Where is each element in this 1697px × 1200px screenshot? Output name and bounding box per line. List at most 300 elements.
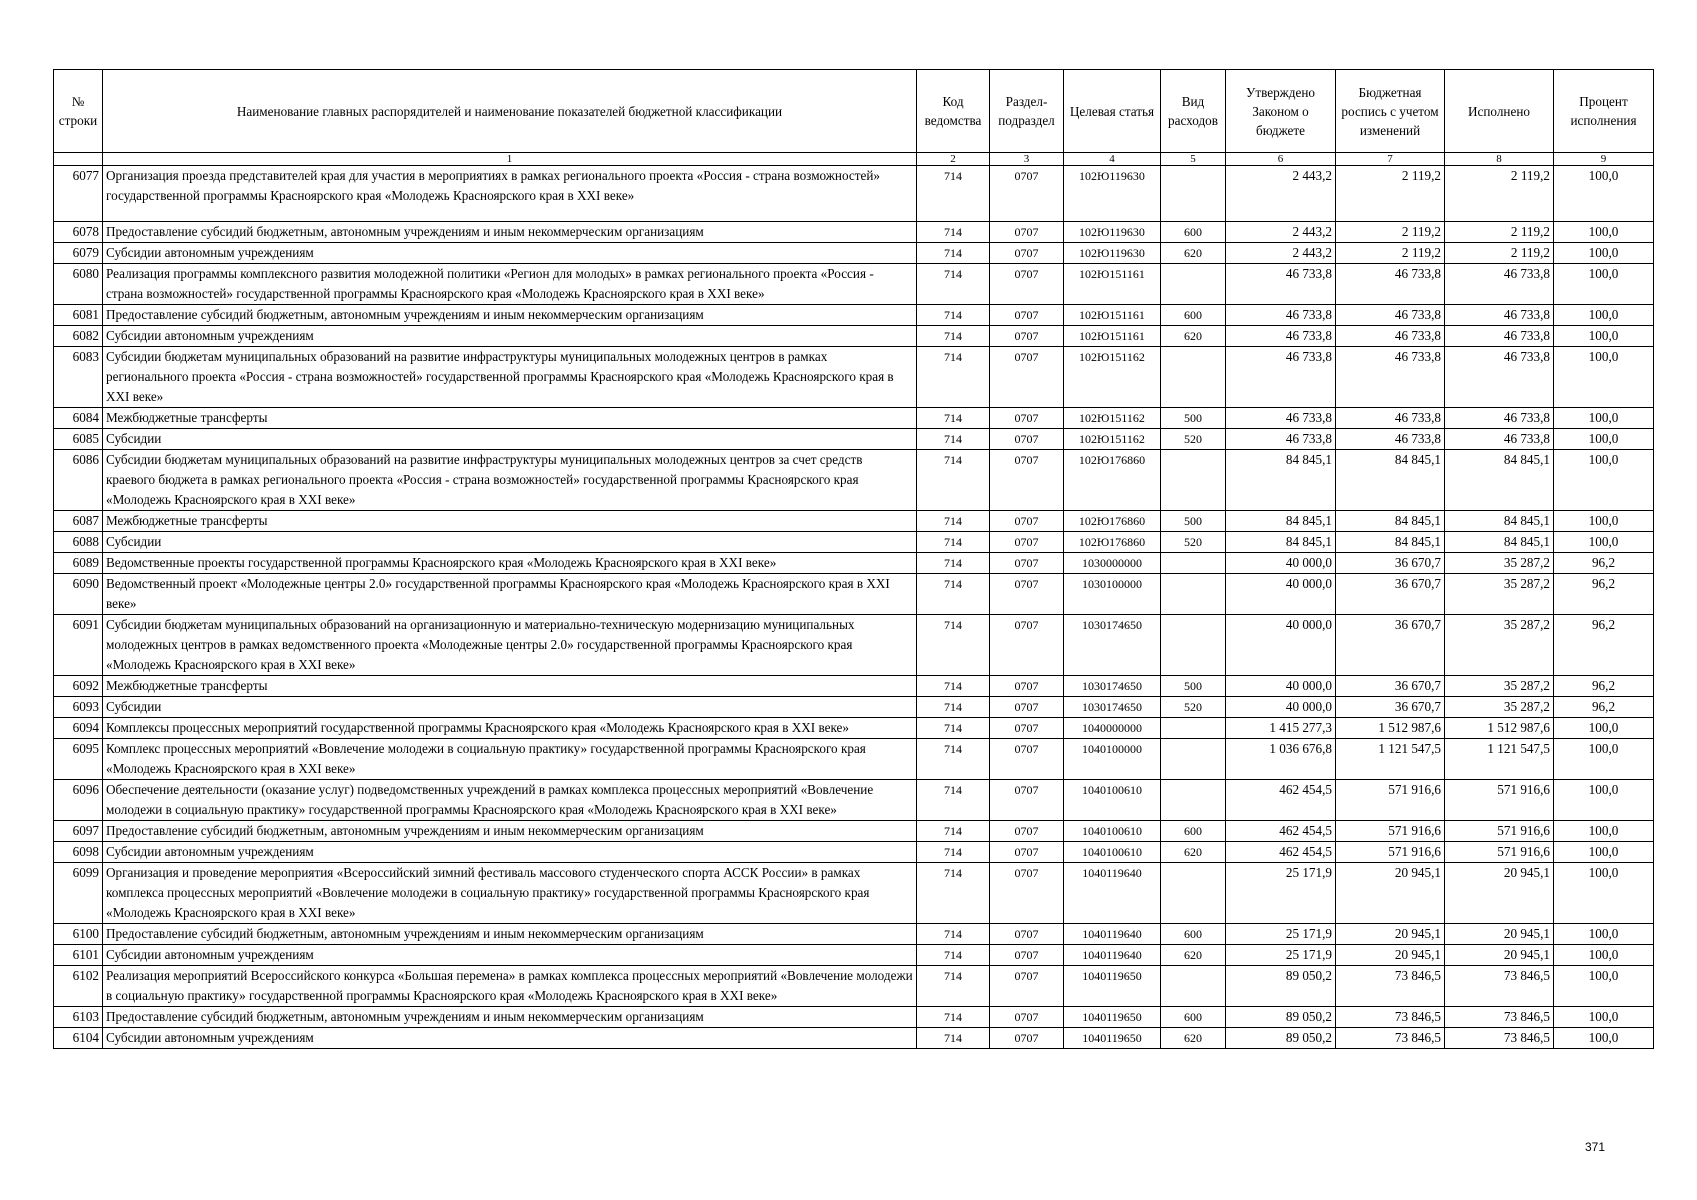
row-name: Реализация мероприятий Всероссийского конкурса «Большая перемена» в рамках комплекса процессных мероприятий «Вовлечение молодежи в социальную практику» государственной программы Красноярского края «Молодежь Красноярского края в XXI веке» <box>103 966 917 1007</box>
dept-code: 714 <box>917 166 990 222</box>
column-number: 9 <box>1554 153 1654 166</box>
approved-amount: 46 733,8 <box>1226 326 1336 347</box>
budget-list-amount: 2 119,2 <box>1336 222 1445 243</box>
section-code: 0707 <box>990 924 1064 945</box>
row-number: 6099 <box>54 863 103 924</box>
section-code: 0707 <box>990 821 1064 842</box>
target-code: 102Ю176860 <box>1064 511 1161 532</box>
table-row <box>54 924 1654 945</box>
header-budget-list: Бюджетная роспись с учетом изменений <box>1336 70 1445 153</box>
approved-amount: 2 443,2 <box>1226 243 1336 264</box>
budget-list-amount: 571 916,6 <box>1336 842 1445 863</box>
budget-list-amount: 46 733,8 <box>1336 264 1445 305</box>
budget-list-amount: 46 733,8 <box>1336 408 1445 429</box>
budget-list-amount: 73 846,5 <box>1336 966 1445 1007</box>
column-number: 7 <box>1336 153 1445 166</box>
execution-percent: 100,0 <box>1554 166 1654 222</box>
budget-list-amount: 84 845,1 <box>1336 450 1445 511</box>
header-expense-type: Вид расходов <box>1161 70 1226 153</box>
row-name: Обеспечение деятельности (оказание услуг) подведомственных учреждений в рамках комплекса процессных мероприятий «Вовлечение молодежи в социальную практику» государственной программы Красноярского края «Молодежь Красноярского края в XXI веке» <box>103 780 917 821</box>
expense-type: 500 <box>1161 676 1226 697</box>
expense-type <box>1161 347 1226 408</box>
table-row <box>54 166 1654 222</box>
row-number: 6085 <box>54 429 103 450</box>
target-code: 1040119650 <box>1064 1007 1161 1028</box>
approved-amount: 1 036 676,8 <box>1226 739 1336 780</box>
column-number: 2 <box>917 153 990 166</box>
execution-percent: 96,2 <box>1554 676 1654 697</box>
executed-amount: 2 119,2 <box>1445 166 1554 222</box>
dept-code: 714 <box>917 429 990 450</box>
expense-type: 600 <box>1161 821 1226 842</box>
expense-type: 500 <box>1161 511 1226 532</box>
column-number-row <box>54 153 1654 166</box>
row-name: Межбюджетные трансферты <box>103 676 917 697</box>
execution-percent: 100,0 <box>1554 718 1654 739</box>
expense-type: 600 <box>1161 1007 1226 1028</box>
dept-code: 714 <box>917 1028 990 1049</box>
section-code: 0707 <box>990 780 1064 821</box>
target-code: 102Ю151162 <box>1064 429 1161 450</box>
table-row <box>54 739 1654 780</box>
executed-amount: 1 121 547,5 <box>1445 739 1554 780</box>
column-number <box>54 153 103 166</box>
approved-amount: 25 171,9 <box>1226 863 1336 924</box>
budget-list-amount: 2 119,2 <box>1336 243 1445 264</box>
approved-amount: 89 050,2 <box>1226 1028 1336 1049</box>
row-number: 6087 <box>54 511 103 532</box>
target-code: 1030174650 <box>1064 697 1161 718</box>
dept-code: 714 <box>917 966 990 1007</box>
budget-list-amount: 571 916,6 <box>1336 780 1445 821</box>
approved-amount: 46 733,8 <box>1226 264 1336 305</box>
section-code: 0707 <box>990 676 1064 697</box>
section-code: 0707 <box>990 347 1064 408</box>
budget-list-amount: 571 916,6 <box>1336 821 1445 842</box>
execution-percent: 96,2 <box>1554 615 1654 676</box>
row-number: 6078 <box>54 222 103 243</box>
header-section: Раздел-подраздел <box>990 70 1064 153</box>
header-target: Целевая статья <box>1064 70 1161 153</box>
page-number: 371 <box>1584 1140 1606 1154</box>
column-number: 4 <box>1064 153 1161 166</box>
section-code: 0707 <box>990 1028 1064 1049</box>
table-row <box>54 1007 1654 1028</box>
executed-amount: 84 845,1 <box>1445 450 1554 511</box>
approved-amount: 84 845,1 <box>1226 511 1336 532</box>
approved-amount: 25 171,9 <box>1226 924 1336 945</box>
expense-type: 520 <box>1161 697 1226 718</box>
target-code: 1030174650 <box>1064 676 1161 697</box>
table-row <box>54 1028 1654 1049</box>
row-number: 6103 <box>54 1007 103 1028</box>
approved-amount: 2 443,2 <box>1226 222 1336 243</box>
row-number: 6086 <box>54 450 103 511</box>
budget-list-amount: 84 845,1 <box>1336 532 1445 553</box>
expense-type: 520 <box>1161 532 1226 553</box>
budget-list-amount: 1 512 987,6 <box>1336 718 1445 739</box>
table-row <box>54 553 1654 574</box>
expense-type <box>1161 966 1226 1007</box>
table-row <box>54 615 1654 676</box>
row-name: Субсидии автономным учреждениям <box>103 243 917 264</box>
header-row-number: № строки <box>54 70 103 153</box>
approved-amount: 462 454,5 <box>1226 780 1336 821</box>
target-code: 102Ю119630 <box>1064 166 1161 222</box>
table-row <box>54 326 1654 347</box>
column-number: 8 <box>1445 153 1554 166</box>
budget-list-amount: 36 670,7 <box>1336 574 1445 615</box>
budget-list-amount: 73 846,5 <box>1336 1028 1445 1049</box>
table-row <box>54 450 1654 511</box>
row-name: Комплексы процессных мероприятий государственной программы Красноярского края «Молодежь Красноярского края в XXI веке» <box>103 718 917 739</box>
budget-list-amount: 36 670,7 <box>1336 676 1445 697</box>
section-code: 0707 <box>990 966 1064 1007</box>
target-code: 102Ю151161 <box>1064 305 1161 326</box>
execution-percent: 100,0 <box>1554 780 1654 821</box>
target-code: 102Ю176860 <box>1064 532 1161 553</box>
row-number: 6097 <box>54 821 103 842</box>
target-code: 102Ю151162 <box>1064 347 1161 408</box>
budget-list-amount: 36 670,7 <box>1336 553 1445 574</box>
target-code: 102Ю151161 <box>1064 264 1161 305</box>
section-code: 0707 <box>990 945 1064 966</box>
approved-amount: 40 000,0 <box>1226 615 1336 676</box>
table-row <box>54 676 1654 697</box>
execution-percent: 100,0 <box>1554 863 1654 924</box>
dept-code: 714 <box>917 863 990 924</box>
approved-amount: 40 000,0 <box>1226 676 1336 697</box>
approved-amount: 40 000,0 <box>1226 697 1336 718</box>
expense-type: 600 <box>1161 222 1226 243</box>
approved-amount: 89 050,2 <box>1226 1007 1336 1028</box>
row-number: 6077 <box>54 166 103 222</box>
target-code: 1040100610 <box>1064 842 1161 863</box>
target-code: 102Ю176860 <box>1064 450 1161 511</box>
execution-percent: 100,0 <box>1554 326 1654 347</box>
table-row <box>54 222 1654 243</box>
expense-type <box>1161 264 1226 305</box>
row-name: Предоставление субсидий бюджетным, автономным учреждениям и иным некоммерческим организациям <box>103 821 917 842</box>
table-row <box>54 842 1654 863</box>
expense-type: 620 <box>1161 842 1226 863</box>
budget-list-amount: 73 846,5 <box>1336 1007 1445 1028</box>
target-code: 1040119650 <box>1064 1028 1161 1049</box>
dept-code: 714 <box>917 532 990 553</box>
row-name: Субсидии автономным учреждениям <box>103 326 917 347</box>
target-code: 1040100000 <box>1064 739 1161 780</box>
dept-code: 714 <box>917 780 990 821</box>
executed-amount: 20 945,1 <box>1445 863 1554 924</box>
approved-amount: 89 050,2 <box>1226 966 1336 1007</box>
dept-code: 714 <box>917 945 990 966</box>
row-number: 6096 <box>54 780 103 821</box>
section-code: 0707 <box>990 264 1064 305</box>
executed-amount: 46 733,8 <box>1445 429 1554 450</box>
expense-type <box>1161 574 1226 615</box>
target-code: 1040119640 <box>1064 945 1161 966</box>
execution-percent: 100,0 <box>1554 739 1654 780</box>
execution-percent: 100,0 <box>1554 966 1654 1007</box>
execution-percent: 100,0 <box>1554 264 1654 305</box>
header-row <box>54 70 1654 153</box>
dept-code: 714 <box>917 676 990 697</box>
budget-table <box>53 69 1654 1049</box>
executed-amount: 84 845,1 <box>1445 532 1554 553</box>
target-code: 102Ю151161 <box>1064 326 1161 347</box>
header-executed: Исполнено <box>1445 70 1554 153</box>
dept-code: 714 <box>917 842 990 863</box>
executed-amount: 2 119,2 <box>1445 222 1554 243</box>
execution-percent: 100,0 <box>1554 842 1654 863</box>
approved-amount: 40 000,0 <box>1226 574 1336 615</box>
budget-list-amount: 84 845,1 <box>1336 511 1445 532</box>
budget-list-amount: 20 945,1 <box>1336 924 1445 945</box>
expense-type: 620 <box>1161 326 1226 347</box>
table-body <box>54 166 1654 1049</box>
expense-type <box>1161 780 1226 821</box>
budget-list-amount: 46 733,8 <box>1336 305 1445 326</box>
row-number: 6083 <box>54 347 103 408</box>
target-code: 1040119640 <box>1064 863 1161 924</box>
approved-amount: 462 454,5 <box>1226 842 1336 863</box>
executed-amount: 2 119,2 <box>1445 243 1554 264</box>
section-code: 0707 <box>990 429 1064 450</box>
dept-code: 714 <box>917 718 990 739</box>
dept-code: 714 <box>917 450 990 511</box>
expense-type <box>1161 553 1226 574</box>
row-name: Субсидии <box>103 532 917 553</box>
approved-amount: 46 733,8 <box>1226 347 1336 408</box>
executed-amount: 35 287,2 <box>1445 574 1554 615</box>
row-name: Комплекс процессных мероприятий «Вовлечение молодежи в социальную практику» государственной программы Красноярского края «Молодежь Красноярского края в XXI веке» <box>103 739 917 780</box>
target-code: 1030100000 <box>1064 574 1161 615</box>
expense-type: 620 <box>1161 1028 1226 1049</box>
header-approved: Утверждено Законом о бюджете <box>1226 70 1336 153</box>
execution-percent: 100,0 <box>1554 347 1654 408</box>
approved-amount: 84 845,1 <box>1226 532 1336 553</box>
table-row <box>54 780 1654 821</box>
table-row <box>54 243 1654 264</box>
header-percent: Процент исполнения <box>1554 70 1654 153</box>
row-name: Межбюджетные трансферты <box>103 511 917 532</box>
row-name: Организация и проведение мероприятия «Всероссийский зимний фестиваль массового студенческого спорта АССК России» в рамках комплекса процессных мероприятий «Вовлечение молодежи в социальную практику» государственной программы Красноярского края «Молодежь Красноярского края в XXI веке» <box>103 863 917 924</box>
target-code: 1040119650 <box>1064 966 1161 1007</box>
row-name: Организация проезда представителей края для участия в мероприятиях в рамках регионального проекта «Россия - страна возможностей» государственной программы Красноярского края «Молодежь Красноярского края в XXI веке» <box>103 166 917 222</box>
row-name: Субсидии бюджетам муниципальных образований на развитие инфраструктуры муниципальных молодежных центров в рамках регионального проекта «Россия - страна возможностей» государственной программы Красноярского края «Молодежь Красноярского края в XXI веке» <box>103 347 917 408</box>
expense-type <box>1161 739 1226 780</box>
executed-amount: 1 512 987,6 <box>1445 718 1554 739</box>
row-number: 6092 <box>54 676 103 697</box>
dept-code: 714 <box>917 264 990 305</box>
column-number: 5 <box>1161 153 1226 166</box>
column-number: 6 <box>1226 153 1336 166</box>
table-row <box>54 408 1654 429</box>
row-name: Ведомственный проект «Молодежные центры 2.0» государственной программы Красноярского края «Молодежь Красноярского края в XXI веке» <box>103 574 917 615</box>
budget-list-amount: 36 670,7 <box>1336 615 1445 676</box>
execution-percent: 100,0 <box>1554 1028 1654 1049</box>
row-number: 6082 <box>54 326 103 347</box>
section-code: 0707 <box>990 615 1064 676</box>
expense-type <box>1161 615 1226 676</box>
target-code: 102Ю119630 <box>1064 243 1161 264</box>
executed-amount: 73 846,5 <box>1445 1028 1554 1049</box>
row-name: Субсидии <box>103 429 917 450</box>
section-code: 0707 <box>990 166 1064 222</box>
budget-list-amount: 20 945,1 <box>1336 863 1445 924</box>
expense-type <box>1161 450 1226 511</box>
row-name: Субсидии бюджетам муниципальных образований на развитие инфраструктуры муниципальных молодежных центров за счет средств краевого бюджета в рамках регионального проекта «Россия - страна возможностей» государственной программы Красноярского края «Молодежь Красноярского края в XXI веке» <box>103 450 917 511</box>
executed-amount: 35 287,2 <box>1445 697 1554 718</box>
dept-code: 714 <box>917 326 990 347</box>
dept-code: 714 <box>917 697 990 718</box>
row-number: 6104 <box>54 1028 103 1049</box>
executed-amount: 20 945,1 <box>1445 924 1554 945</box>
row-number: 6101 <box>54 945 103 966</box>
executed-amount: 35 287,2 <box>1445 553 1554 574</box>
header-name: Наименование главных распорядителей и наименование показателей бюджетной классификации <box>103 70 917 153</box>
executed-amount: 46 733,8 <box>1445 305 1554 326</box>
execution-percent: 100,0 <box>1554 511 1654 532</box>
target-code: 1040119640 <box>1064 924 1161 945</box>
row-number: 6098 <box>54 842 103 863</box>
section-code: 0707 <box>990 408 1064 429</box>
row-name: Субсидии автономным учреждениям <box>103 842 917 863</box>
dept-code: 714 <box>917 1007 990 1028</box>
section-code: 0707 <box>990 450 1064 511</box>
table-row <box>54 532 1654 553</box>
row-number: 6102 <box>54 966 103 1007</box>
target-code: 1030000000 <box>1064 553 1161 574</box>
section-code: 0707 <box>990 739 1064 780</box>
row-name: Предоставление субсидий бюджетным, автономным учреждениям и иным некоммерческим организациям <box>103 924 917 945</box>
section-code: 0707 <box>990 326 1064 347</box>
executed-amount: 571 916,6 <box>1445 821 1554 842</box>
section-code: 0707 <box>990 305 1064 326</box>
dept-code: 714 <box>917 511 990 532</box>
section-code: 0707 <box>990 842 1064 863</box>
approved-amount: 1 415 277,3 <box>1226 718 1336 739</box>
approved-amount: 40 000,0 <box>1226 553 1336 574</box>
budget-list-amount: 46 733,8 <box>1336 326 1445 347</box>
dept-code: 714 <box>917 924 990 945</box>
section-code: 0707 <box>990 243 1064 264</box>
dept-code: 714 <box>917 305 990 326</box>
approved-amount: 25 171,9 <box>1226 945 1336 966</box>
row-name: Предоставление субсидий бюджетным, автономным учреждениям и иным некоммерческим организациям <box>103 222 917 243</box>
row-number: 6080 <box>54 264 103 305</box>
executed-amount: 46 733,8 <box>1445 347 1554 408</box>
row-number: 6090 <box>54 574 103 615</box>
execution-percent: 100,0 <box>1554 945 1654 966</box>
section-code: 0707 <box>990 697 1064 718</box>
table-row <box>54 574 1654 615</box>
column-number: 1 <box>103 153 917 166</box>
approved-amount: 46 733,8 <box>1226 305 1336 326</box>
dept-code: 714 <box>917 222 990 243</box>
section-code: 0707 <box>990 1007 1064 1028</box>
approved-amount: 46 733,8 <box>1226 429 1336 450</box>
dept-code: 714 <box>917 347 990 408</box>
table-row <box>54 511 1654 532</box>
table-row <box>54 264 1654 305</box>
executed-amount: 73 846,5 <box>1445 966 1554 1007</box>
budget-list-amount: 20 945,1 <box>1336 945 1445 966</box>
expense-type <box>1161 718 1226 739</box>
execution-percent: 100,0 <box>1554 1007 1654 1028</box>
dept-code: 714 <box>917 821 990 842</box>
execution-percent: 100,0 <box>1554 305 1654 326</box>
expense-type: 600 <box>1161 305 1226 326</box>
dept-code: 714 <box>917 408 990 429</box>
expense-type: 520 <box>1161 429 1226 450</box>
row-name: Предоставление субсидий бюджетным, автономным учреждениям и иным некоммерческим организациям <box>103 1007 917 1028</box>
approved-amount: 462 454,5 <box>1226 821 1336 842</box>
executed-amount: 73 846,5 <box>1445 1007 1554 1028</box>
execution-percent: 100,0 <box>1554 924 1654 945</box>
row-name: Предоставление субсидий бюджетным, автономным учреждениям и иным некоммерческим организациям <box>103 305 917 326</box>
executed-amount: 35 287,2 <box>1445 615 1554 676</box>
target-code: 1040000000 <box>1064 718 1161 739</box>
row-name: Субсидии <box>103 697 917 718</box>
table-row <box>54 718 1654 739</box>
expense-type: 500 <box>1161 408 1226 429</box>
dept-code: 714 <box>917 615 990 676</box>
target-code: 102Ю151162 <box>1064 408 1161 429</box>
table-row <box>54 945 1654 966</box>
target-code: 1040100610 <box>1064 821 1161 842</box>
expense-type <box>1161 863 1226 924</box>
row-number: 6084 <box>54 408 103 429</box>
row-name: Ведомственные проекты государственной программы Красноярского края «Молодежь Красноярского края в XXI веке» <box>103 553 917 574</box>
table-row <box>54 821 1654 842</box>
row-name: Реализация программы комплексного развития молодежной политики «Регион для молодых» в рамках регионального проекта «Россия - страна возможностей» государственной программы Красноярского края «Молодежь Красноярского края в XXI веке» <box>103 264 917 305</box>
section-code: 0707 <box>990 511 1064 532</box>
column-number: 3 <box>990 153 1064 166</box>
section-code: 0707 <box>990 222 1064 243</box>
execution-percent: 96,2 <box>1554 553 1654 574</box>
executed-amount: 571 916,6 <box>1445 780 1554 821</box>
table-row <box>54 697 1654 718</box>
budget-list-amount: 1 121 547,5 <box>1336 739 1445 780</box>
approved-amount: 46 733,8 <box>1226 408 1336 429</box>
target-code: 102Ю119630 <box>1064 222 1161 243</box>
table-row <box>54 347 1654 408</box>
execution-percent: 100,0 <box>1554 222 1654 243</box>
section-code: 0707 <box>990 574 1064 615</box>
execution-percent: 96,2 <box>1554 574 1654 615</box>
row-name: Субсидии автономным учреждениям <box>103 945 917 966</box>
approved-amount: 2 443,2 <box>1226 166 1336 222</box>
row-number: 6094 <box>54 718 103 739</box>
expense-type: 600 <box>1161 924 1226 945</box>
target-code: 1040100610 <box>1064 780 1161 821</box>
header-dept-code: Код ведомства <box>917 70 990 153</box>
approved-amount: 84 845,1 <box>1226 450 1336 511</box>
dept-code: 714 <box>917 243 990 264</box>
dept-code: 714 <box>917 574 990 615</box>
section-code: 0707 <box>990 532 1064 553</box>
expense-type: 620 <box>1161 243 1226 264</box>
execution-percent: 100,0 <box>1554 532 1654 553</box>
executed-amount: 46 733,8 <box>1445 264 1554 305</box>
row-name: Субсидии бюджетам муниципальных образований на организационную и материально-техническую модернизацию муниципальных молодежных центров в рамках ведомственного проекта «Молодежные центры 2.0» государственной программы Красноярского края «Молодежь Красноярского края в XXI веке» <box>103 615 917 676</box>
budget-list-amount: 36 670,7 <box>1336 697 1445 718</box>
row-name: Межбюджетные трансферты <box>103 408 917 429</box>
executed-amount: 46 733,8 <box>1445 408 1554 429</box>
executed-amount: 84 845,1 <box>1445 511 1554 532</box>
expense-type <box>1161 166 1226 222</box>
